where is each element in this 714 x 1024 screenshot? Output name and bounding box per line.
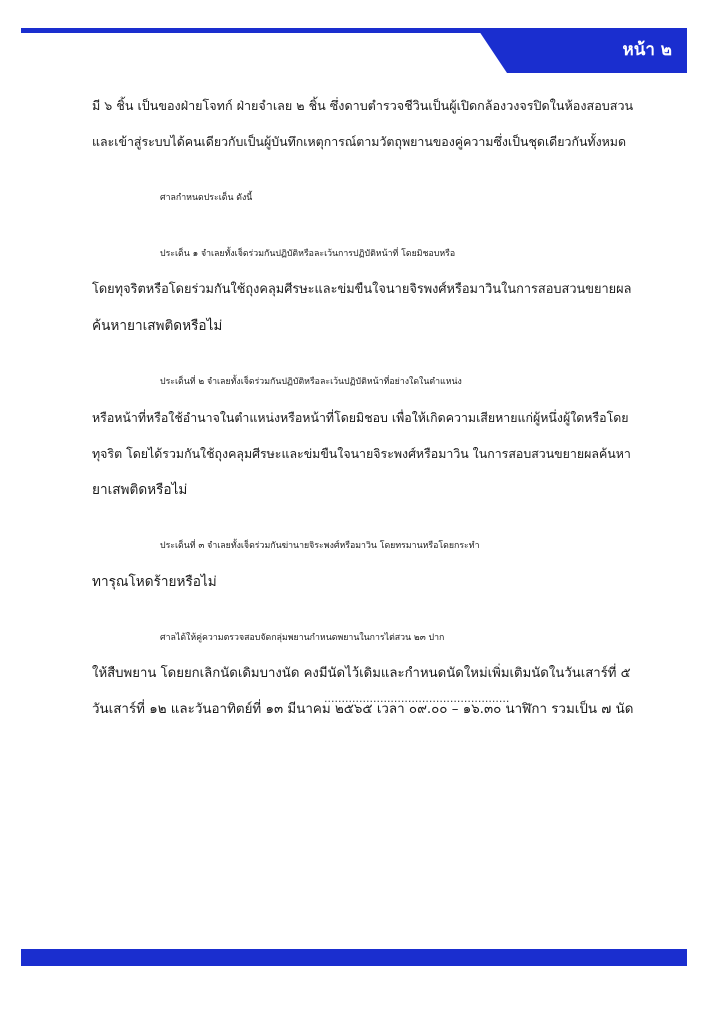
paragraph-line: ศาลกำหนดประเด็น ดังนี้ [160, 193, 253, 203]
paragraph-line: มี ๖ ชิ้น เป็นของฝ่ายโจทก์ ฝ่ายจำเลย ๒ ชิ้น ซึ่งดาบตำรวจชีวินเป็นผู้เปิดกล้องวงจรปิดในห้องสอบสวน [92, 98, 634, 113]
page-number-label: หน้า ๒ [622, 40, 672, 60]
paragraph-line: ยาเสพติดหรือไม่ [92, 482, 188, 498]
paragraph-line: วันเสาร์ที่ ๑๒ และวันอาทิตย์ที่ ๑๓ มีนาคม ๒๕๖๕ เวลา ๐๙.๐๐ – ๑๖.๓๐ นาฬิกา รวมเป็น ๗ นัด [92, 702, 634, 717]
footer-bar [21, 949, 687, 966]
paragraph-issues-intro [92, 180, 632, 216]
paragraph-line: ทุจริต โดยได้รวมกันใช้ถุงคลุมศีรษะและข่มขืนใจนายจิระพงศ์หรือมาวิน ในการสอบสวนขยายผลค้นหา [92, 446, 631, 461]
end-dotted-line: ..................................................... [324, 692, 510, 705]
paragraph-line: ประเด็นที่ ๓ จำเลยทั้งเจ็ดร่วมกันฆ่านายจิระพงศ์หรือมาวิน โดยทรมานหรือโดยกระทำ [160, 541, 480, 551]
paragraph-issue-3 [92, 528, 632, 600]
paragraph-line: และเข้าสู่ระบบได้คนเดียวกับเป็นผู้บันทึกเหตุการณ์ตามวัตถุพยานของคู่ความซึ่งเป็นชุดเดียวกันทั้งหมด [92, 134, 627, 149]
paragraph-line: โดยทุจริตหรือโดยร่วมกันใช้ถุงคลุมศีรษะและข่มขืนใจนายจิรพงศ์หรือมาวินในการสอบสวนขยายผล [92, 282, 632, 297]
header-bar [21, 28, 687, 73]
paragraph-line: ค้นหายาเสพติดหรือไม่ [92, 318, 223, 334]
document-body [92, 88, 632, 728]
paragraph-line: ทารุณโหดร้ายหรือไม่ [92, 574, 217, 590]
paragraph-issue-2 [92, 364, 632, 508]
paragraph-evidence [92, 88, 632, 160]
paragraph-line: ศาลได้ให้คู่ความตรวจสอบจัดกลุ่มพยานกำหนดพยานในการไต่สวน ๒๓ ปาก [160, 633, 445, 643]
paragraph-line: หรือหน้าที่หรือใช้อำนาจในตำแหน่งหรือหน้าที่โดยมิชอบ เพื่อให้เกิดความเสียหายแก่ผู้หนึ่งผู้ใดหรือโดย [92, 410, 629, 425]
paragraph-line: ประเด็นที่ ๒ จำเลยทั้งเจ็ดร่วมกันปฏิบัติหรือละเว้นปฏิบัติหน้าที่อย่างใดในตำแหน่ง [160, 377, 462, 387]
paragraph-line: ประเด็น ๑ จำเลยทั้งเจ็ดร่วมกันปฏิบัติหรือละเว้นการปฏิบัติหน้าที่ โดยมิชอบหรือ [160, 249, 456, 259]
header-bar-shape [21, 28, 687, 73]
paragraph-issue-1 [92, 236, 632, 344]
paragraph-witness-schedule [92, 620, 632, 728]
paragraph-line: ให้สืบพยาน โดยยกเลิกนัดเดิมบางนัด คงมีนัดไว้เดิมและกำหนดนัดใหม่เพิ่มเติมนัดในวันเสาร์ที่ ๕ [92, 666, 631, 681]
